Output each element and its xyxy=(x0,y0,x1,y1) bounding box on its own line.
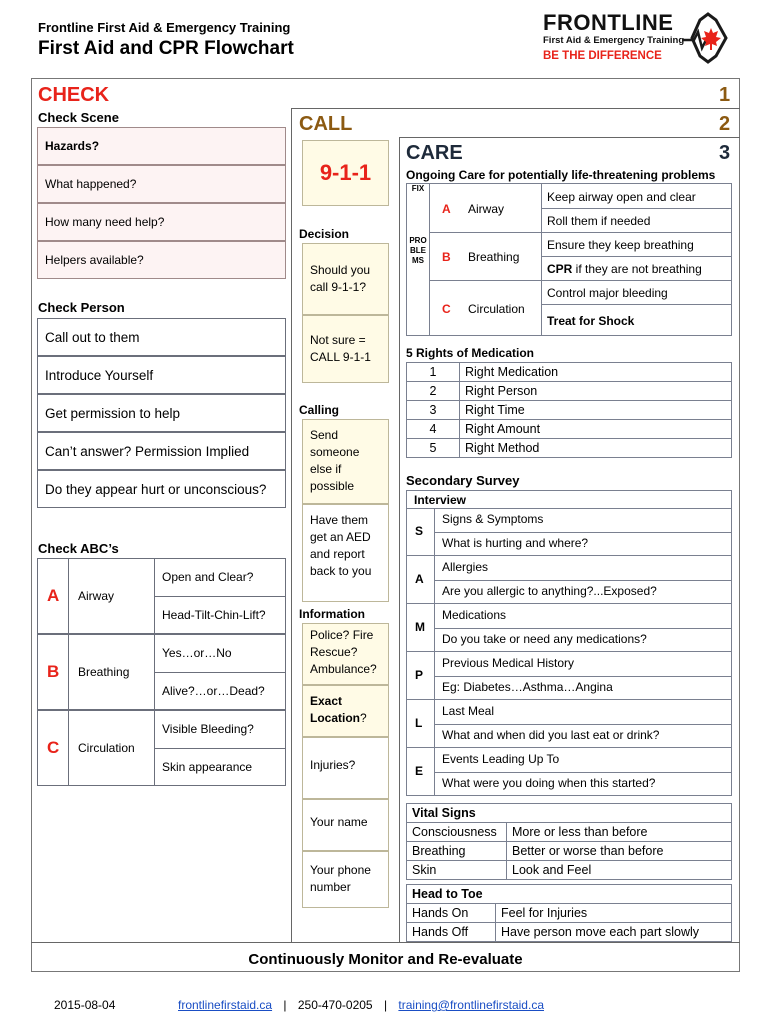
decision-label: Decision xyxy=(299,227,350,241)
sample-question: What is hurting and where? xyxy=(442,536,589,550)
rights-num: 3 xyxy=(407,401,460,420)
footer-phone: 250-470-0205 xyxy=(297,998,373,1012)
vital-desc: Better or worse than before xyxy=(507,842,732,861)
footer-email-link[interactable]: training@frontlinefirstaid.ca xyxy=(398,998,544,1012)
abc-a-q1: Open and Clear? xyxy=(162,570,254,584)
scene-helpers: Helpers available? xyxy=(37,241,286,279)
footer-date: 2015-08-04 xyxy=(54,998,116,1012)
call-heading: CALL xyxy=(299,113,353,135)
table-row xyxy=(407,420,732,439)
vital-name: Consciousness xyxy=(407,823,507,842)
abc-c-q1: Visible Bleeding? xyxy=(162,722,254,736)
ongoing-care: Ongoing Care for potentially life-threatening problems xyxy=(406,168,716,182)
check-scene-label: Check Scene xyxy=(38,110,119,125)
abc-name-circulation: Circulation xyxy=(78,741,135,755)
sample-letter: A xyxy=(415,572,424,586)
abc-letter-b: B xyxy=(47,662,60,681)
fix-b-1: Ensure they keep breathing xyxy=(547,238,694,252)
fix-b-2-text: if they are not breathing xyxy=(572,262,702,276)
sample-mid-line xyxy=(434,532,731,533)
frontline-logo xyxy=(540,10,735,68)
fix-a-1: Keep airway open and clear xyxy=(547,190,696,204)
calling-send: Send someone else if possible xyxy=(302,419,389,504)
person-implied: Can’t answer? Permission Implied xyxy=(37,432,286,470)
fix-c-2: Treat for Shock xyxy=(547,314,635,328)
fix-problems-table xyxy=(406,183,732,336)
sample-title: Previous Medical History xyxy=(442,656,575,670)
rights-num: 2 xyxy=(407,382,460,401)
maple-leaf-icon xyxy=(682,10,734,66)
abc-letter-c: C xyxy=(47,738,60,757)
sample-mid-line xyxy=(434,772,731,773)
vital-name: Skin xyxy=(407,861,507,880)
info-name: Your name xyxy=(302,799,389,851)
person-hurt: Do they appear hurt or unconscious? xyxy=(37,470,286,508)
info-services: Police? Fire Rescue? Ambulance? xyxy=(302,623,389,685)
sample-letter: P xyxy=(415,668,424,682)
sample-mid-line xyxy=(434,628,731,629)
abc-row-c xyxy=(37,710,286,786)
rights-table xyxy=(406,362,732,458)
interview-label: Interview xyxy=(414,493,467,507)
sample-question: Are you allergic to anything?...Exposed? xyxy=(442,584,657,598)
rights-text: Right Time xyxy=(460,401,732,420)
step-1: 1 xyxy=(719,84,731,106)
rights-num: 1 xyxy=(407,363,460,382)
person-introduce: Introduce Yourself xyxy=(37,356,286,394)
sample-question: Do you take or need any medications? xyxy=(442,632,647,646)
check-abc-label: Check ABC’s xyxy=(38,541,119,556)
rights-num: 5 xyxy=(407,439,460,458)
problems-label: PROBLEMS xyxy=(409,236,427,266)
table-row xyxy=(407,439,732,458)
person-call-out: Call out to them xyxy=(37,318,286,356)
abc-a-q2: Head-Tilt-Chin-Lift? xyxy=(162,608,266,622)
footer-sep: | xyxy=(383,998,388,1012)
call-divider xyxy=(291,108,740,109)
fix-letter-a: A xyxy=(442,202,451,216)
sample-letter: E xyxy=(415,764,424,778)
fix-name-airway: Airway xyxy=(468,202,505,216)
abc-c-q2: Skin appearance xyxy=(162,760,253,774)
scene-how-many: How many need help? xyxy=(37,203,286,241)
abc-b-q1: Yes…or…No xyxy=(162,646,232,660)
head-desc: Feel for Injuries xyxy=(496,904,732,923)
info-location-q: ? xyxy=(360,711,367,725)
page-title: First Aid and CPR Flowchart xyxy=(38,38,294,59)
sample-title: Events Leading Up To xyxy=(442,752,560,766)
sample-row-line xyxy=(406,651,732,652)
step-3: 3 xyxy=(719,142,731,164)
sample-letter: M xyxy=(415,620,425,634)
rights-text: Right Medication xyxy=(460,363,732,382)
sample-title: Medications xyxy=(442,608,507,622)
table-row xyxy=(407,401,732,420)
rights-text: Right Person xyxy=(460,382,732,401)
sample-mid-line xyxy=(434,580,731,581)
call-911: 9-1-1 xyxy=(302,140,389,206)
abc-name-breathing: Breathing xyxy=(78,665,130,679)
care-divider xyxy=(399,137,740,138)
monitor-text: Continuously Monitor and Re-evaluate xyxy=(248,951,523,968)
sample-letter: S xyxy=(415,524,424,538)
table-row xyxy=(407,861,732,880)
sample-title: Allergies xyxy=(442,560,489,574)
fix-a-2: Roll them if needed xyxy=(547,214,651,228)
abc-name-airway: Airway xyxy=(78,589,115,603)
info-phone: Your phone number xyxy=(302,851,389,908)
sample-question: Eg: Diabetes…Asthma…Angina xyxy=(442,680,613,694)
footer-sep: | xyxy=(283,998,287,1012)
rights-num: 4 xyxy=(407,420,460,439)
sample-question: What and when did you last eat or drink? xyxy=(442,728,660,742)
footer-contact xyxy=(178,998,544,1012)
vital-name: Breathing xyxy=(407,842,507,861)
info-injuries: Injuries? xyxy=(302,737,389,799)
head-desc: Have person move each part slowly xyxy=(496,923,732,942)
rights-text: Right Amount xyxy=(460,420,732,439)
head-to-toe-table xyxy=(406,884,732,940)
vitals-label: Vital Signs xyxy=(407,804,732,823)
footer-site-link[interactable]: frontlinefirstaid.ca xyxy=(178,998,273,1012)
fix-c-1: Control major bleeding xyxy=(547,286,668,300)
sample-title: Last Meal xyxy=(442,704,495,718)
rights-label: 5 Rights of Medication xyxy=(406,346,535,360)
logo-word: FRONTLINE xyxy=(543,10,674,35)
monitor-divider xyxy=(31,942,740,943)
sample-mid-line xyxy=(434,724,731,725)
sample-letter: L xyxy=(415,716,423,730)
step-2: 2 xyxy=(719,113,731,135)
table-row xyxy=(407,363,732,382)
vital-desc: Look and Feel xyxy=(507,861,732,880)
info-label: Information xyxy=(299,607,365,621)
scene-what-happened: What happened? xyxy=(37,165,286,203)
decision-should-call: Should you call 9-1-1? xyxy=(302,243,389,315)
sample-row-line xyxy=(406,603,732,604)
care-heading: CARE xyxy=(406,142,463,164)
table-row xyxy=(407,823,732,842)
abc-letter-a: A xyxy=(47,586,60,605)
table-row xyxy=(407,904,732,923)
sample-row-line xyxy=(406,555,732,556)
calling-label: Calling xyxy=(299,403,340,417)
decision-not-sure: Not sure = CALL 9-1-1 xyxy=(302,315,389,383)
fix-name-breathing: Breathing xyxy=(468,250,520,264)
fix-b-2-bold: CPR xyxy=(547,262,573,276)
sample-question: What were you doing when this started? xyxy=(442,776,656,790)
table-row xyxy=(407,885,732,904)
call-column-line xyxy=(291,108,292,942)
abc-row-a xyxy=(37,558,286,634)
rights-text: Right Method xyxy=(460,439,732,458)
secondary-survey-label: Secondary Survey xyxy=(406,473,520,488)
calling-aed: Have them get an AED and report back to you xyxy=(302,504,389,602)
check-person-label: Check Person xyxy=(38,300,125,315)
table-row xyxy=(407,804,732,823)
fix-letter-c: C xyxy=(442,302,451,316)
org-name: Frontline First Aid & Emergency Training xyxy=(38,20,291,35)
fix-b-2 xyxy=(547,262,702,276)
fix-letter-b: B xyxy=(442,250,451,264)
check-abc-table xyxy=(37,558,286,786)
sample-row-line xyxy=(406,747,732,748)
logo-tag: BE THE DIFFERENCE xyxy=(543,50,662,62)
table-row xyxy=(407,842,732,861)
person-permission: Get permission to help xyxy=(37,394,286,432)
abc-b-q2: Alive?…or…Dead? xyxy=(162,684,265,698)
table-row xyxy=(407,382,732,401)
fix-name-circulation: Circulation xyxy=(468,302,525,316)
logo-sub: First Aid & Emergency Training xyxy=(543,35,685,46)
head-label: Head to Toe xyxy=(407,885,732,904)
head-name: Hands On xyxy=(407,904,496,923)
sample-title: Signs & Symptoms xyxy=(442,512,544,526)
head-name: Hands Off xyxy=(407,923,496,942)
info-location xyxy=(302,685,389,737)
vitals-table xyxy=(406,803,732,877)
sample-row-line xyxy=(406,699,732,700)
fix-label: FIX xyxy=(411,184,425,193)
abc-row-b xyxy=(37,634,286,710)
check-heading: CHECK xyxy=(38,84,110,106)
vital-desc: More or less than before xyxy=(507,823,732,842)
sample-mid-line xyxy=(434,676,731,677)
info-location-text: Exact Location xyxy=(310,694,360,725)
table-row xyxy=(407,923,732,942)
scene-hazards: Hazards? xyxy=(37,127,286,165)
care-column-line xyxy=(399,137,400,942)
